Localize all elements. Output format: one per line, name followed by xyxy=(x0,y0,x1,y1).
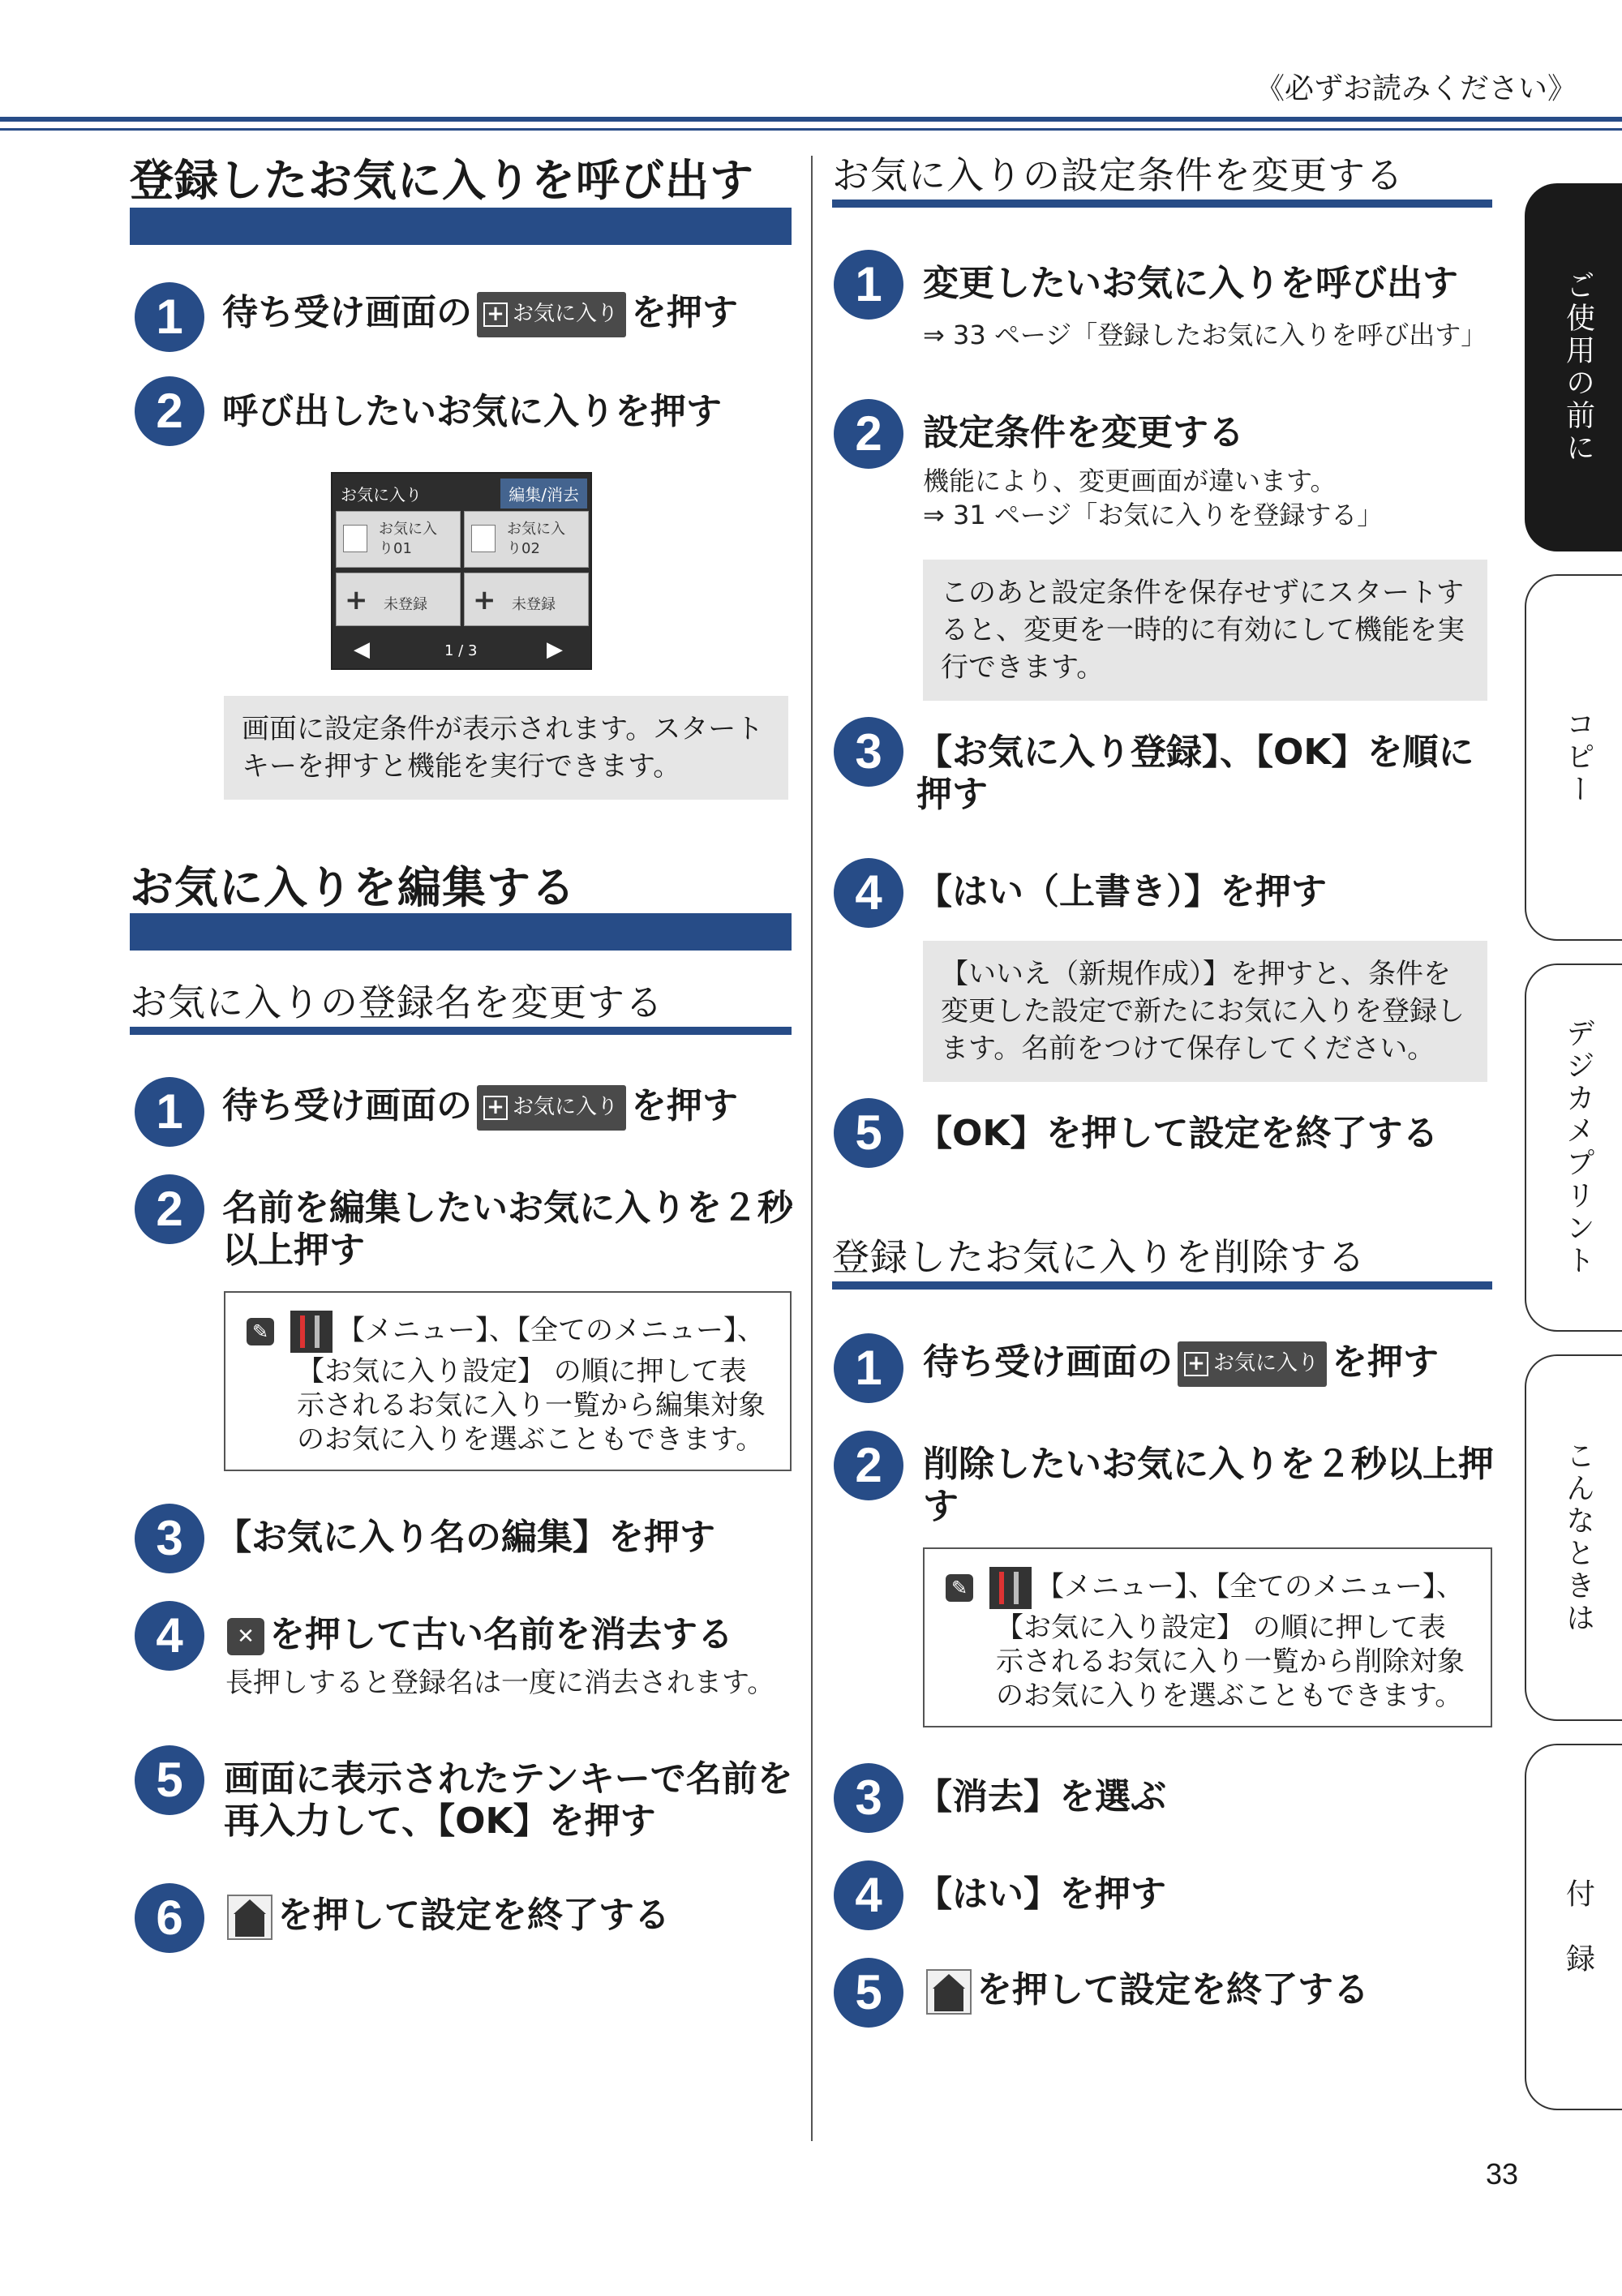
section-bar xyxy=(130,913,792,951)
step-number: 2 xyxy=(135,376,204,446)
step-subtext: ⇒ 31 ページ「お気に入りを登録する」 xyxy=(923,500,1384,530)
tools-icon xyxy=(290,1311,333,1353)
step-number: 4 xyxy=(834,858,903,928)
tools-icon xyxy=(989,1567,1032,1609)
lcd-edit-button: 編集/消去 xyxy=(500,479,587,509)
favorite-button: + お気に入り xyxy=(477,1085,626,1131)
header-rule-thin xyxy=(0,128,1622,131)
step-text: 【消去】を選ぶ xyxy=(916,1776,1166,1817)
lcd-favorite-1: お気に入 り01 xyxy=(336,511,461,568)
step-text: 【お気に入り登録】、【OK】を順に押す xyxy=(916,732,1474,815)
step-text: 待ち受け画面の + お気に入り を押す xyxy=(923,1341,1439,1387)
lcd-screenshot xyxy=(331,472,592,670)
memo-box: ✎ 【メニュー】、【全てのメニュー】、 【お気に入り設定】 の順に押して表示されるお気に入り一覧から削除対象のお気に入りを選ぶこともできます。 xyxy=(923,1547,1492,1727)
home-icon xyxy=(227,1895,272,1940)
plus-icon: + xyxy=(1184,1352,1208,1376)
step-text: 設定条件を変更する xyxy=(923,412,1244,453)
tab-appendix[interactable]: 付 録 xyxy=(1525,1744,1622,2110)
step-text: 呼び出したいお気に入りを押す xyxy=(222,391,722,432)
tab-troubleshooting[interactable]: こんなときは xyxy=(1525,1354,1622,1721)
subsection-title: お気に入りの設定条件を変更する xyxy=(832,153,1404,197)
step-subtext: 長押しすると登録名は一度に消去されます。 xyxy=(225,1667,775,1699)
step-number: 1 xyxy=(135,1077,204,1147)
memo-box: ✎ 【メニュー】、【全てのメニュー】、 【お気に入り設定】 の順に押して表示されるお気に入り一覧から編集対象のお気に入りを選ぶこともできます。 xyxy=(224,1291,792,1471)
memo-icon: ✎ xyxy=(946,1574,973,1602)
header-rule-thick xyxy=(0,117,1622,122)
subsection-title: 登録したお気に入りを削除する xyxy=(832,1235,1366,1279)
plus-icon: + xyxy=(483,1096,508,1120)
step-number: 1 xyxy=(834,1333,903,1403)
favorite-button: + お気に入り xyxy=(1178,1341,1327,1387)
note-box: 【いいえ（新規作成）】を押すと、条件を変更した設定で新たにお気に入りを登録します。名前をつけて保存してください。 xyxy=(923,941,1487,1082)
step-number: 3 xyxy=(834,717,903,787)
step-text: を押して設定を終了する xyxy=(926,1969,1369,2015)
step-number: 1 xyxy=(834,250,903,320)
step-number: 5 xyxy=(135,1745,204,1815)
document-icon xyxy=(471,525,496,552)
lcd-page: 1 / 3 xyxy=(444,642,478,659)
header-note: 《必ずお読みください》 xyxy=(1255,72,1577,105)
step-number: 5 xyxy=(834,1958,903,2028)
step-text: 画面に表示されたテンキーで名前を再入力して、【OK】を押す xyxy=(224,1758,793,1842)
note-box: このあと設定条件を保存せずにスタートすると、変更を一時的に有効にして機能を実行できます。 xyxy=(923,560,1487,701)
note-box: 画面に設定条件が表示されます。スタートキーを押すと機能を実行できます。 xyxy=(224,696,788,800)
document-icon xyxy=(343,525,367,552)
step-text: 【はい】を押す xyxy=(916,1873,1166,1915)
subsection-rule xyxy=(832,1281,1492,1290)
favorite-button: + お気に入り xyxy=(477,292,626,337)
step-number: 3 xyxy=(135,1504,204,1573)
step-text: 待ち受け画面の + お気に入り を押す xyxy=(222,1085,738,1131)
step-text: 変更したいお気に入りを呼び出す xyxy=(923,263,1458,304)
step-number: 4 xyxy=(834,1860,903,1930)
page-number: 33 xyxy=(1486,2157,1519,2191)
column-divider xyxy=(811,156,813,2141)
step-text: 名前を編集したいお気に入りを２秒以上押す xyxy=(222,1187,793,1271)
section-title-edit: お気に入りを編集する xyxy=(130,862,576,913)
step-number: 6 xyxy=(135,1883,204,1953)
subsection-rule xyxy=(832,200,1492,208)
step-number: 1 xyxy=(135,282,204,352)
plus-icon: + xyxy=(473,584,496,616)
step-text: 【お気に入り名の編集】を押す xyxy=(216,1517,715,1558)
lcd-nav xyxy=(333,631,590,668)
step-text: 【はい（上書き）】を押す xyxy=(916,871,1327,912)
step-text: 削除したいお気に入りを２秒以上押す xyxy=(923,1444,1494,1527)
subsection-title: お気に入りの登録名を変更する xyxy=(130,981,663,1024)
lcd-title: お気に入り xyxy=(341,485,422,504)
step-number: 5 xyxy=(834,1098,903,1168)
step-text: 待ち受け画面の + お気に入り を押す xyxy=(222,292,738,337)
step-number: 3 xyxy=(834,1763,903,1833)
step-text: 【OK】を押して設定を終了する xyxy=(916,1113,1439,1154)
step-number: 2 xyxy=(834,399,903,469)
memo-icon: ✎ xyxy=(247,1318,274,1345)
lcd-favorite-3: + 未登録 xyxy=(336,573,461,626)
tab-digicam-print[interactable]: デジカメプリント xyxy=(1525,963,1622,1332)
section-bar xyxy=(130,208,792,245)
plus-icon: + xyxy=(483,303,508,327)
prev-arrow-icon: ◀ xyxy=(354,637,370,662)
step-number: 2 xyxy=(135,1174,204,1244)
backspace-icon: ✕ xyxy=(227,1618,264,1655)
lcd-favorite-4: + 未登録 xyxy=(464,573,589,626)
lcd-favorite-2: お気に入 り02 xyxy=(464,511,589,568)
step-text: を押して設定を終了する xyxy=(227,1895,670,1940)
subsection-rule xyxy=(130,1027,792,1035)
step-number: 2 xyxy=(834,1431,903,1500)
plus-icon: + xyxy=(345,584,368,616)
section-title-recall: 登録したお気に入りを呼び出す xyxy=(130,155,754,206)
step-subtext: ⇒ 33 ページ「登録したお気に入りを呼び出す」 xyxy=(923,320,1487,350)
tab-copy[interactable]: コピー xyxy=(1525,574,1622,941)
step-subtext: 機能により、変更画面が違います。 xyxy=(923,466,1337,496)
step-number: 4 xyxy=(135,1601,204,1671)
step-text: ✕ を押して古い名前を消去する xyxy=(227,1614,733,1656)
tab-before-use[interactable]: ご使用の前に xyxy=(1525,183,1622,551)
lcd-header xyxy=(333,474,590,509)
next-arrow-icon: ▶ xyxy=(547,637,563,662)
home-icon xyxy=(926,1969,972,2015)
